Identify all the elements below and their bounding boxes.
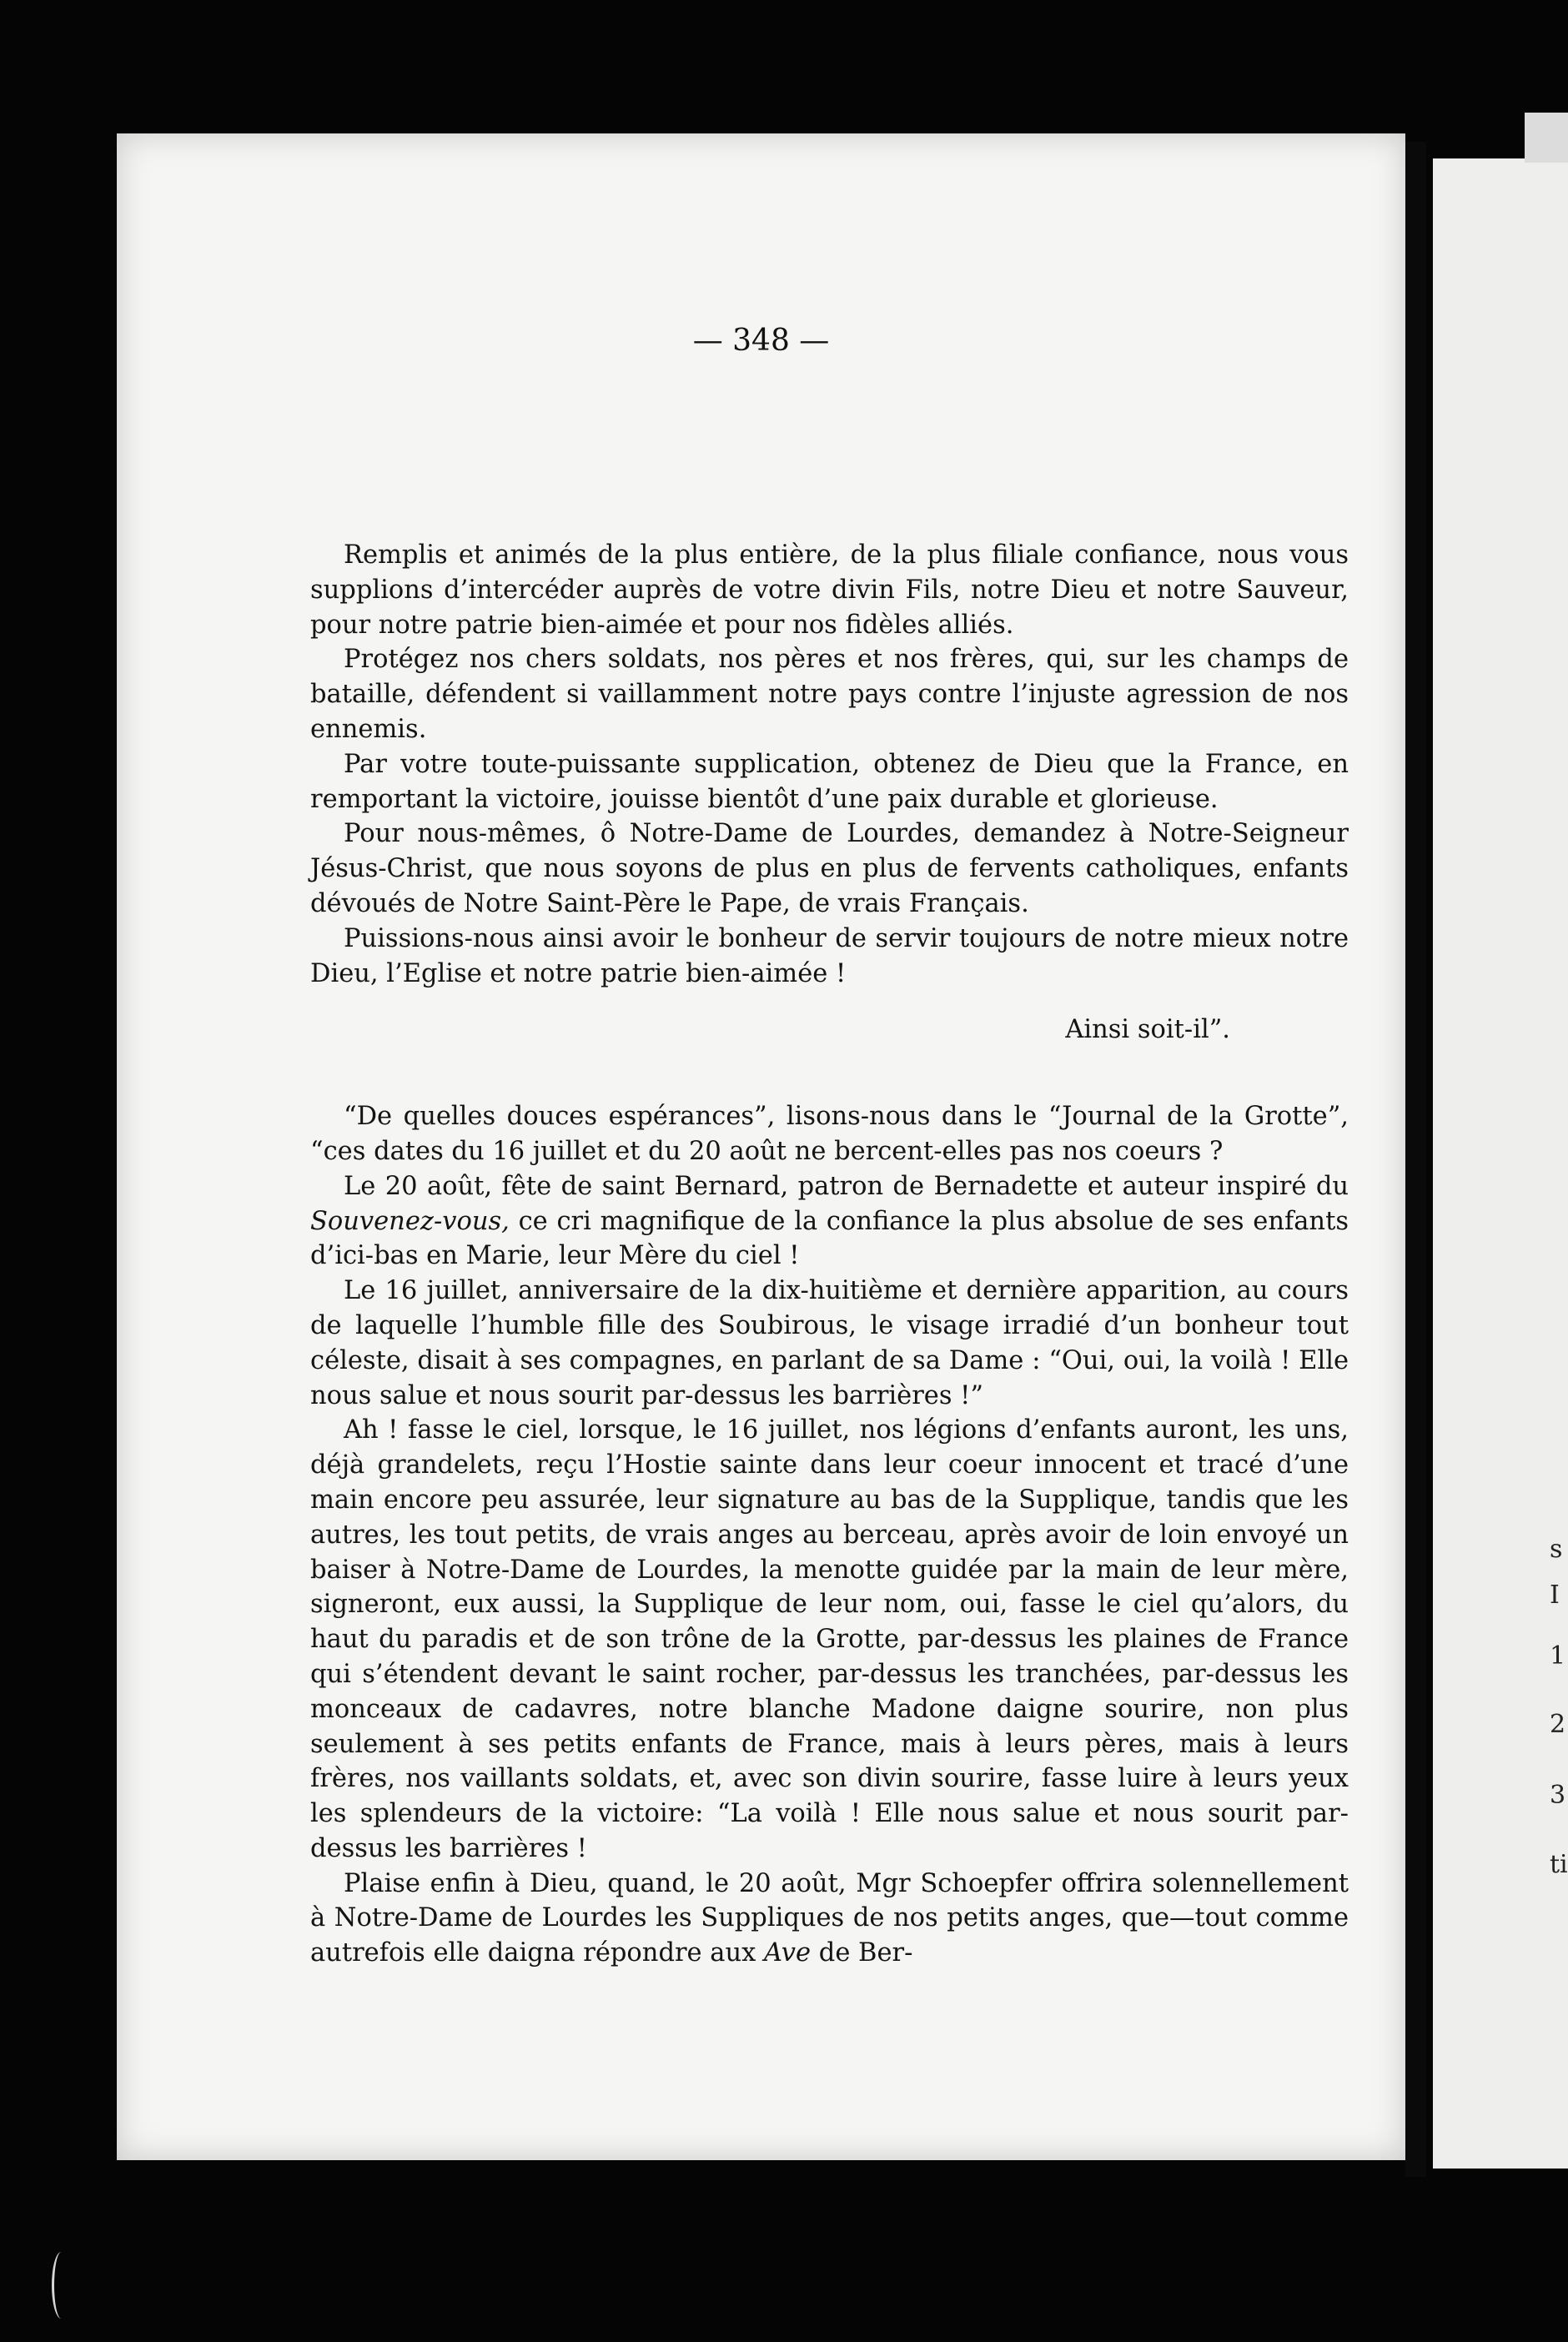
adjacent-page-fragment: 3 bbox=[1550, 1781, 1566, 1810]
adjacent-page-fragment: ti bbox=[1550, 1850, 1568, 1879]
paragraph: Puissions-nous ainsi avoir le bonheur de servir toujours de notre mieux notre Dieu, l’Eglise et notre patrie bien-aimée ! bbox=[310, 923, 1349, 988]
film-edge-mark bbox=[52, 2252, 71, 2319]
paragraph bbox=[310, 747, 1349, 817]
italic-title: Souvenez-vous, bbox=[310, 1206, 510, 1236]
paragraph bbox=[310, 1169, 1349, 1274]
adjacent-page-fragment: s bbox=[1550, 1535, 1563, 1564]
page-number: — 348 — bbox=[692, 324, 830, 358]
paragraph-text: Par votre toute-puissante supplication, obtenez de Dieu que la France, en remportant la victoire, jouisse bientôt d’une paix durable et glorieuse. bbox=[310, 749, 1349, 814]
paragraph bbox=[310, 1867, 1349, 1971]
paragraph-text: ce cri magnifique de la confiance la plus absolue de ses enfants d’ici-bas en Marie, leur Mère du ciel ! bbox=[310, 1206, 1349, 1271]
paragraph-text: Plaise enfin à Dieu, quand, le 20 août, Mgr Schoepfer offrira solennellement à Notre-Dame de Lourdes les Suppliques de nos petits anges, que—tout comme autrefois elle daigna répondre aux bbox=[310, 1868, 1349, 1968]
adjacent-page-fragment: 1 bbox=[1550, 1641, 1566, 1671]
paragraph-text: de Ber- bbox=[811, 1938, 913, 1968]
page-body bbox=[310, 538, 1349, 1971]
book-spine-shadow bbox=[1405, 142, 1426, 2177]
paragraph: Protégez nos chers soldats, nos pères et nos frères, qui, sur les champs de bataille, défendent si vaillamment notre pays contre l’injuste agression de nos ennemis. bbox=[310, 645, 1349, 744]
adjacent-page-edge bbox=[1525, 113, 1568, 163]
section-gap bbox=[310, 1048, 1349, 1099]
paragraph: “De quelles douces espérances”, lisons-nous dans le “Journal de la Grotte”, “ces dates du 16 juillet et du 20 août ne bercent-elles pas nos coeurs ? bbox=[310, 1102, 1349, 1166]
paragraph: Ah ! fasse le ciel, lorsque, le 16 juillet, nos légions d’enfants auront, les uns, déjà grandelets, reçu l’Hostie sainte dans leur coeur innocent et tracé d’une main encore peu assurée, leur signature au bas de la Supplique, tandis que les autres, les tout petits, de vrais anges au berceau, après avoir de loin envoyé un baiser à Notre-Dame de Lourdes, la menotte guidée par la main de leur mère, signeront, eux aussi, la Supplique de leur nom, oui, fasse le ciel qu’alors, du haut du paradis et de son trône de la Grotte, par-dessus les plaines de France qui s’étendent devant le saint rocher, par-dessus les tranchées, par-dessus les monceaux de cadavres, notre blanche Madone daigne sourire, non plus seulement à ses petits enfants de France, mais à leurs pères, mais à leurs frères, nos vaillants soldats, et, avec son divin sourire, fasse luire à leurs yeux les splendeurs de la victoire: “La voilà ! Elle nous salue et nous sourit par-dessus les barrières ! bbox=[310, 1415, 1349, 1863]
book-page bbox=[117, 133, 1405, 2160]
paragraph: Pour nous-mêmes, ô Notre-Dame de Lourdes, demandez à Notre-Seigneur Jésus-Christ, que nous soyons de plus en plus de fervents catholiques, enfants dévoués de Notre Saint-Père le Pape, de vrais Français. bbox=[310, 819, 1349, 918]
prayer-signoff: Ainsi soit-il”. bbox=[1065, 1015, 1230, 1045]
adjacent-page-fragment: 2 bbox=[1550, 1710, 1566, 1739]
paragraph: Le 16 juillet, anniversaire de la dix-huitième et dernière apparition, au cours de laquelle l’humble fille des Soubirous, le visage irradié d’un bonheur tout céleste, disait à ses compagnes, en parlant de sa Dame : “Oui, oui, la voilà ! Elle nous salue et nous sourit par-dessus les barrières !” bbox=[310, 1276, 1349, 1410]
italic-word: Ave bbox=[764, 1938, 812, 1968]
paragraph-text: Le 20 août, fête de saint Bernard, patron de Bernadette et auteur inspiré du bbox=[344, 1171, 1349, 1201]
adjacent-page-fragment: I bbox=[1550, 1581, 1560, 1610]
paragraph: Remplis et animés de la plus entière, de la plus filiale confiance, nous vous supplions d’intercéder auprès de votre divin Fils, notre Dieu et notre Sauveur, pour notre patrie bien-aimée et pour nos fidèles alliés. bbox=[310, 540, 1349, 640]
adjacent-page bbox=[1433, 158, 1568, 2169]
